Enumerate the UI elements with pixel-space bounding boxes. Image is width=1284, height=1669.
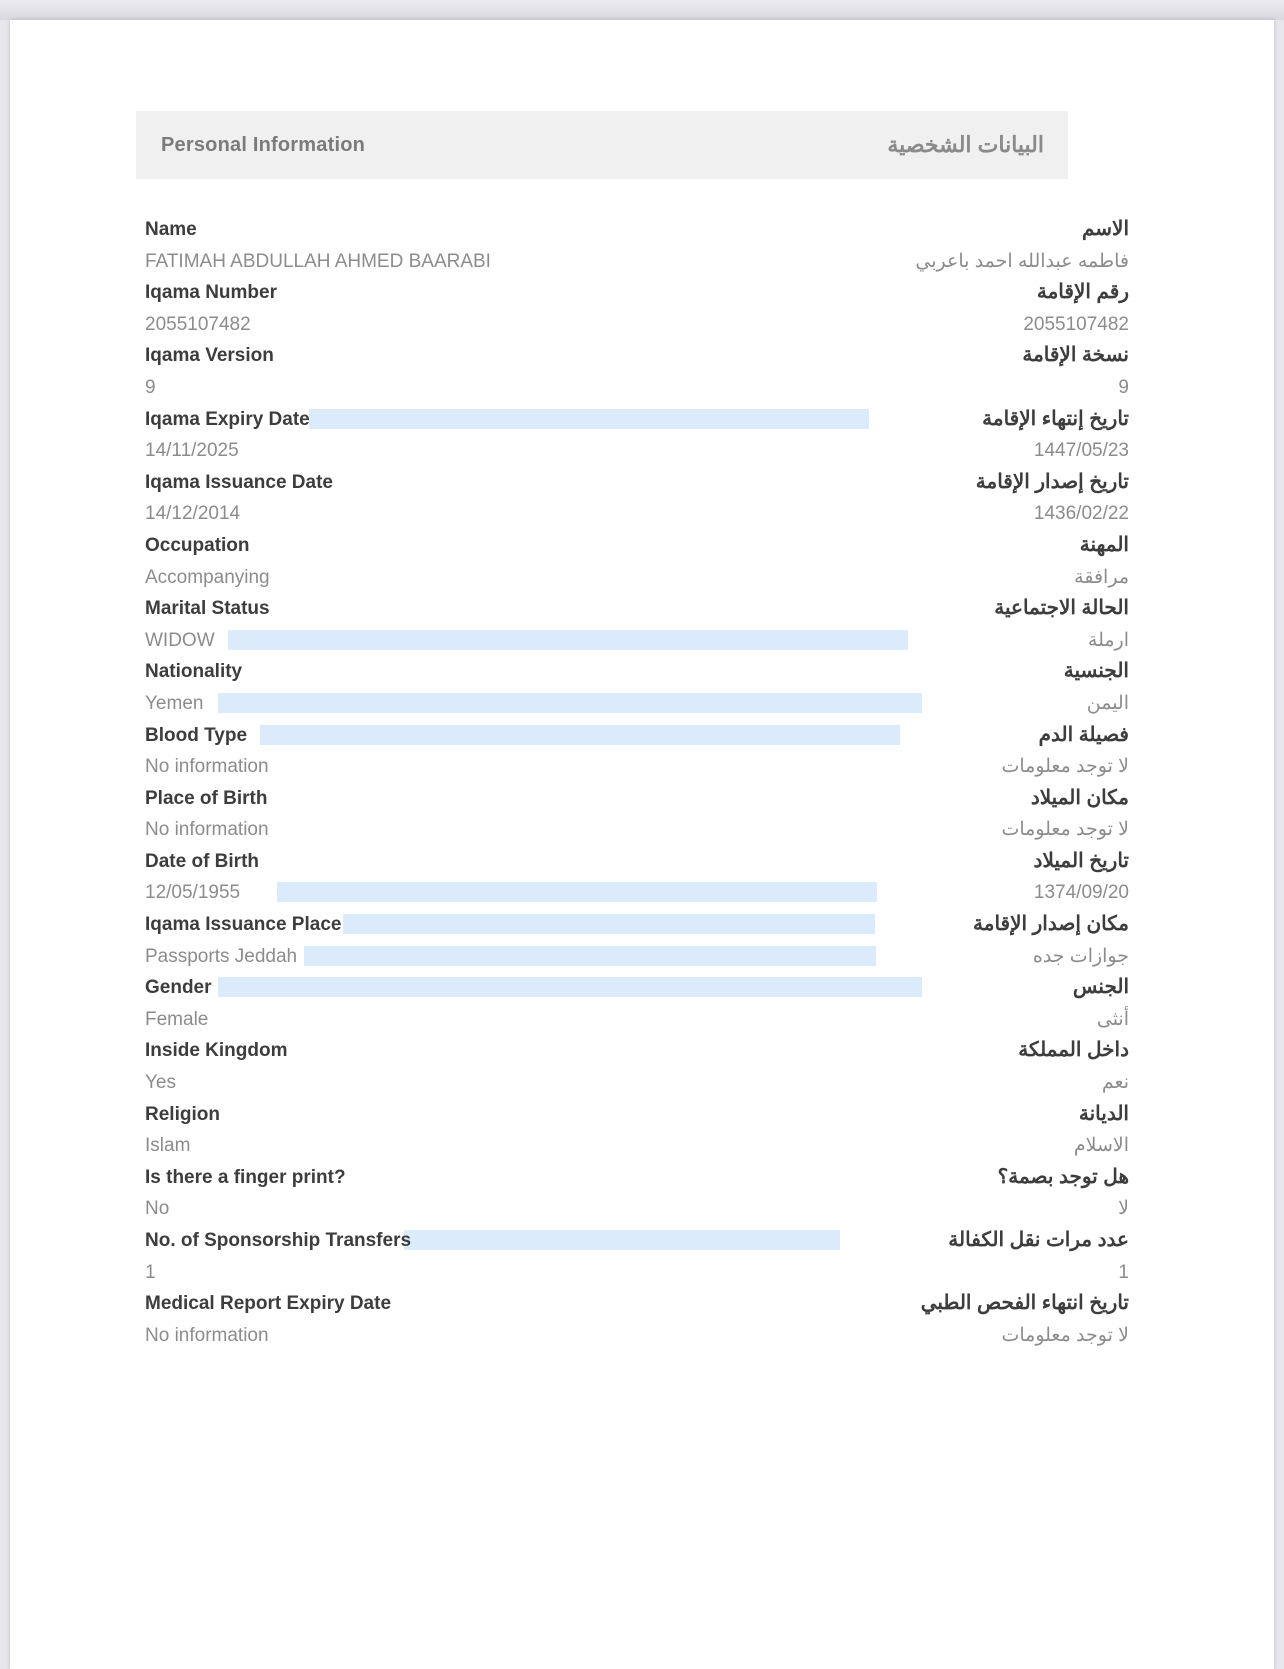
value-en: No [145, 1198, 170, 1220]
value-ar: اليمن [1086, 692, 1129, 714]
field-value-row [145, 435, 1129, 467]
field-label-row [145, 593, 1129, 625]
field-label-row [145, 1288, 1129, 1320]
label-en: Blood Type [145, 724, 248, 746]
text-selection-highlight [404, 1230, 840, 1250]
section-header [136, 111, 1068, 179]
value-en: Islam [145, 1135, 191, 1157]
label-ar: عدد مرات نقل الكفالة [948, 1229, 1129, 1251]
value-ar: ارملة [1087, 629, 1129, 651]
field-iqama-issuance-date [145, 467, 1129, 530]
text-selection-highlight [343, 914, 875, 934]
field-value-row [145, 877, 1129, 909]
field-value-row [145, 941, 1129, 973]
label-en: No. of Sponsorship Transfers [145, 1230, 412, 1251]
field-label-row [145, 909, 1129, 941]
label-ar: الحالة الاجتماعية [994, 597, 1129, 620]
value-en: Yemen [145, 692, 204, 714]
value-ar: لا توجد معلومات [1001, 819, 1129, 841]
label-ar: داخل المملكة [1018, 1039, 1129, 1062]
field-label-row [145, 1225, 1129, 1257]
label-en: Inside Kingdom [145, 1040, 288, 1062]
field-label-row [145, 1099, 1129, 1131]
field-label-row [145, 214, 1129, 246]
field-value-row [145, 625, 1129, 657]
field-value-row [145, 1320, 1129, 1352]
label-ar: رقم الإقامة [1036, 281, 1129, 304]
field-marital-status [145, 593, 1129, 656]
field-label-row [145, 1162, 1129, 1194]
label-en: Iqama Issuance Place [145, 914, 342, 936]
text-selection-highlight [277, 882, 877, 902]
field-label-row [145, 340, 1129, 372]
value-en: No information [145, 756, 269, 778]
value-en: No information [145, 819, 269, 841]
label-en: Date of Birth [145, 850, 259, 872]
field-label-row [145, 972, 1129, 1004]
label-ar: نسخة الإقامة [1022, 344, 1129, 367]
value-en: 12/05/1955 [145, 882, 241, 904]
text-selection-highlight [260, 725, 900, 745]
value-ar: لا [1118, 1198, 1129, 1220]
value-ar: 1447/05/23 [1033, 440, 1129, 462]
text-selection-highlight [309, 409, 869, 429]
label-ar: الجنسية [1063, 660, 1129, 683]
value-ar: 2055107482 [1023, 313, 1129, 335]
field-label-row [145, 277, 1129, 309]
field-value-row [145, 246, 1129, 278]
field-place-of-birth [145, 783, 1129, 846]
label-ar: فصيلة الدم [1038, 723, 1129, 746]
field-value-row [145, 498, 1129, 530]
value-en: 1 [145, 1261, 156, 1283]
label-en: Gender [145, 977, 212, 999]
value-ar: 1436/02/22 [1033, 503, 1129, 525]
label-en: Iqama Number [145, 282, 277, 304]
value-ar: 9 [1118, 376, 1129, 398]
field-label-row [145, 530, 1129, 562]
value-en: FATIMAH ABDULLAH AHMED BAARABI [145, 250, 491, 272]
field-value-row [145, 1004, 1129, 1036]
label-ar: الجنس [1072, 976, 1129, 999]
field-finger-print [145, 1162, 1129, 1225]
field-iqama-expiry-date [145, 404, 1129, 467]
label-en: Medical Report Expiry Date [145, 1293, 392, 1315]
field-date-of-birth [145, 846, 1129, 909]
section-title-ar: البيانات الشخصية [887, 132, 1044, 157]
field-label-row [145, 404, 1129, 436]
field-value-row [145, 562, 1129, 594]
field-medical-report-expiry [145, 1288, 1129, 1351]
label-en: Religion [145, 1103, 220, 1125]
field-value-row [145, 751, 1129, 783]
field-value-row [145, 372, 1129, 404]
text-selection-highlight [304, 946, 876, 966]
value-en: Female [145, 1008, 209, 1030]
field-label-row [145, 846, 1129, 878]
field-value-row [145, 1193, 1129, 1225]
value-en: 14/11/2025 [145, 440, 239, 462]
value-en: No information [145, 1324, 269, 1346]
label-en: Name [145, 219, 197, 240]
label-en: Iqama Expiry Date [145, 408, 310, 430]
value-ar: نعم [1101, 1072, 1129, 1094]
label-en: Nationality [145, 661, 243, 683]
value-ar: لا توجد معلومات [1001, 756, 1129, 778]
value-ar: الاسلام [1073, 1135, 1129, 1157]
value-ar: لا توجد معلومات [1001, 1324, 1129, 1346]
field-nationality [145, 656, 1129, 719]
field-label-row [145, 656, 1129, 688]
label-ar: هل توجد بصمة؟ [997, 1165, 1129, 1188]
label-ar: الاسم [1081, 218, 1129, 240]
value-en: 9 [145, 376, 156, 398]
field-iqama-issuance-place [145, 909, 1129, 972]
value-ar: 1 [1118, 1261, 1129, 1283]
label-en: Occupation [145, 534, 250, 556]
label-ar: الديانة [1078, 1102, 1129, 1125]
field-name [145, 214, 1129, 277]
value-en: 14/12/2014 [145, 503, 241, 525]
value-ar: فاطمه عبدالله احمد باعربي [915, 250, 1129, 272]
field-gender [145, 972, 1129, 1035]
label-ar: المهنة [1079, 533, 1129, 556]
field-label-row [145, 1035, 1129, 1067]
field-value-row [145, 1067, 1129, 1099]
value-en: WIDOW [145, 629, 215, 651]
field-label-row [145, 783, 1129, 815]
field-iqama-version [145, 340, 1129, 403]
section-title-en: Personal Information [161, 134, 366, 156]
value-ar: مرافقة [1074, 566, 1129, 588]
field-label-row [145, 720, 1129, 752]
field-value-row [145, 1130, 1129, 1162]
label-ar: تاريخ الميلاد [1033, 849, 1129, 872]
label-en: Marital Status [145, 598, 270, 620]
value-ar: جوازات جده [1032, 945, 1129, 967]
field-inside-kingdom [145, 1035, 1129, 1098]
label-en: Place of Birth [145, 787, 268, 809]
label-en: Is there a finger print? [145, 1166, 346, 1188]
personal-info-fields [145, 214, 1129, 1351]
label-en: Iqama Version [145, 345, 274, 367]
value-en: 2055107482 [145, 313, 251, 335]
field-sponsorship-transfers [145, 1225, 1129, 1288]
field-religion [145, 1099, 1129, 1162]
value-ar: 1374/09/20 [1033, 882, 1129, 904]
field-value-row [145, 309, 1129, 341]
field-value-row [145, 688, 1129, 720]
label-ar: تاريخ انتهاء الفحص الطبي [920, 1292, 1129, 1315]
field-label-row [145, 467, 1129, 499]
value-en: Yes [145, 1072, 176, 1094]
text-selection-highlight [228, 630, 908, 650]
label-ar: تاريخ إصدار الإقامة [975, 470, 1129, 493]
label-ar: تاريخ إنتهاء الإقامة [982, 407, 1129, 430]
label-ar: مكان الميلاد [1030, 786, 1129, 809]
field-value-row [145, 814, 1129, 846]
viewer-top-bar [0, 0, 1284, 20]
value-en: Accompanying [145, 566, 270, 588]
field-value-row [145, 1257, 1129, 1289]
field-iqama-number [145, 277, 1129, 340]
label-ar: مكان إصدار الإقامة [973, 913, 1129, 936]
field-occupation [145, 530, 1129, 593]
label-en: Iqama Issuance Date [145, 471, 333, 493]
value-ar: أنثى [1096, 1008, 1129, 1030]
text-selection-highlight [218, 693, 922, 713]
text-selection-highlight [218, 977, 922, 997]
value-en: Passports Jeddah [145, 945, 298, 967]
field-blood-type [145, 720, 1129, 783]
